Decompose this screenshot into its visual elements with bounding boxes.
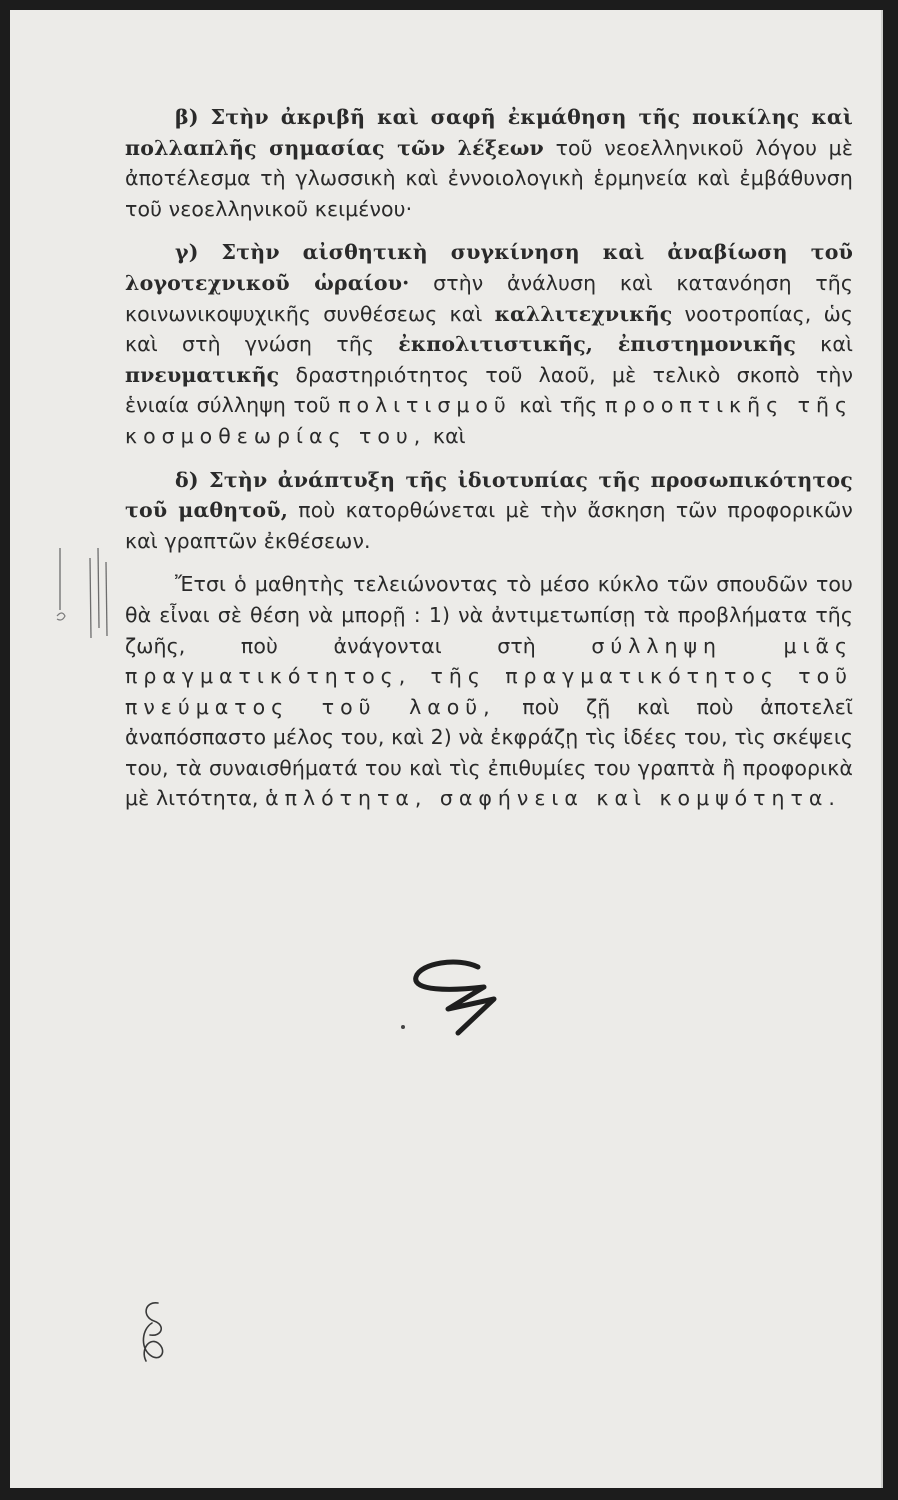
paragraph-gamma-text-2: νοοτροπίας, ὡς καὶ στὴ γνώση τῆς	[125, 301, 853, 357]
paragraph-beta-lead: β) Στὴν ἀκριβῆ καὶ σαφῆ ἐκμάθηση τῆς ποικίλης καὶ πολλαπλῆς σημασίας τῶν λέξεων	[125, 105, 853, 160]
paragraph-gamma-text-5: καὶ τῆς	[511, 393, 605, 418]
paragraph-gamma-text-1: στὴν ἀνάλυση καὶ κατανόηση τῆς κοινωνικοψυχικῆς συνθέσεως καὶ	[125, 270, 853, 326]
spaced-aplotita: ἁπλότητα, σαφήνεια καὶ κομψότητα.	[265, 786, 841, 811]
paragraph-delta	[125, 465, 853, 557]
paragraph-gamma-lead: γ) Στὴν αἰσθητικὴ συγκίνηση καὶ ἀναβίωση τοῦ λογοτεχνικοῦ ὡραίου·	[125, 240, 853, 295]
emphasis-ekpolitistikis: ἐκπολιτιστικῆς, ἐπιστημονικῆς	[398, 332, 796, 357]
document-page	[10, 10, 883, 1488]
margin-pencil-marks-icon	[48, 530, 128, 650]
signature-icon	[398, 945, 508, 1040]
paragraph-conclusion-text-1: Ἔτσι ὁ μαθητὴς τελειώνοντας τὸ μέσο κύκλο τῶν σπουδῶν του θὰ εἶναι σὲ θέση νὰ μπορῇ : 1) νὰ ἀντιμετωπίσῃ τὰ προβλήματα τῆς ζωῆς, ποὺ ἀνάγονται στὴ	[125, 572, 853, 658]
emphasis-pnevmatikis: πνευματικῆς	[125, 362, 280, 387]
spaced-politismou: πολιτισμοῦ	[338, 393, 512, 418]
paragraph-gamma-text-4: δραστηριότητος τοῦ λαοῦ, μὲ τελικὸ σκοπὸ τὴν ἑνιαία σύλληψη τοῦ	[125, 362, 853, 418]
paragraph-beta-text: τοῦ νεοελληνικοῦ λόγου μὲ ἀποτέλεσμα τὴ γλωσσικὴ καὶ ἐννοιολογικὴ ἑρμηνεία καὶ ἐμβάθυνση τοῦ νεοελληνικοῦ κειμένου·	[125, 135, 853, 221]
paragraph-gamma-text-3: καὶ	[795, 332, 853, 357]
paragraph-conclusion-text-2: ποὺ ζῇ καὶ ποὺ ἀποτελεῖ ἀναπόσπαστο μέλος του, καὶ 2) νὰ ἐκφράζῃ τὶς ἰδέες του, τὶς σκέψεις του, τὰ συναισθήματά του καὶ τὶς ἐπιθυμίες του γραπτὰ ἢ προφορικὰ μὲ λιτότητα,	[125, 694, 853, 811]
paragraph-beta	[125, 102, 853, 224]
paragraph-gamma-text-6: καὶ	[426, 423, 466, 448]
spaced-syllipsi: σύλληψη μιᾶς πραγματικότητος, τῆς πραγματικότητος τοῦ πνεύματος τοῦ λαοῦ,	[125, 633, 853, 719]
paragraph-delta-lead: δ) Στὴν ἀνάπτυξη τῆς ἰδιοτυπίας τῆς προσωπικότητος τοῦ μαθητοῦ,	[125, 467, 853, 523]
body-text	[125, 102, 853, 827]
emphasis-kallitechnikis: καλλιτεχνικῆς	[494, 301, 673, 326]
page-number-scribble-icon	[128, 1295, 178, 1370]
spaced-prooptikis: προοπτικῆς τῆς κοσμοθεωρίας του,	[125, 393, 853, 448]
paragraph-conclusion	[125, 569, 853, 814]
paragraph-delta-text: ποὺ κατορθώνεται μὲ τὴν ἄσκηση τῶν προφορικῶν καὶ γραπτῶν ἐκθέσεων.	[125, 498, 853, 553]
paragraph-gamma	[125, 237, 853, 451]
